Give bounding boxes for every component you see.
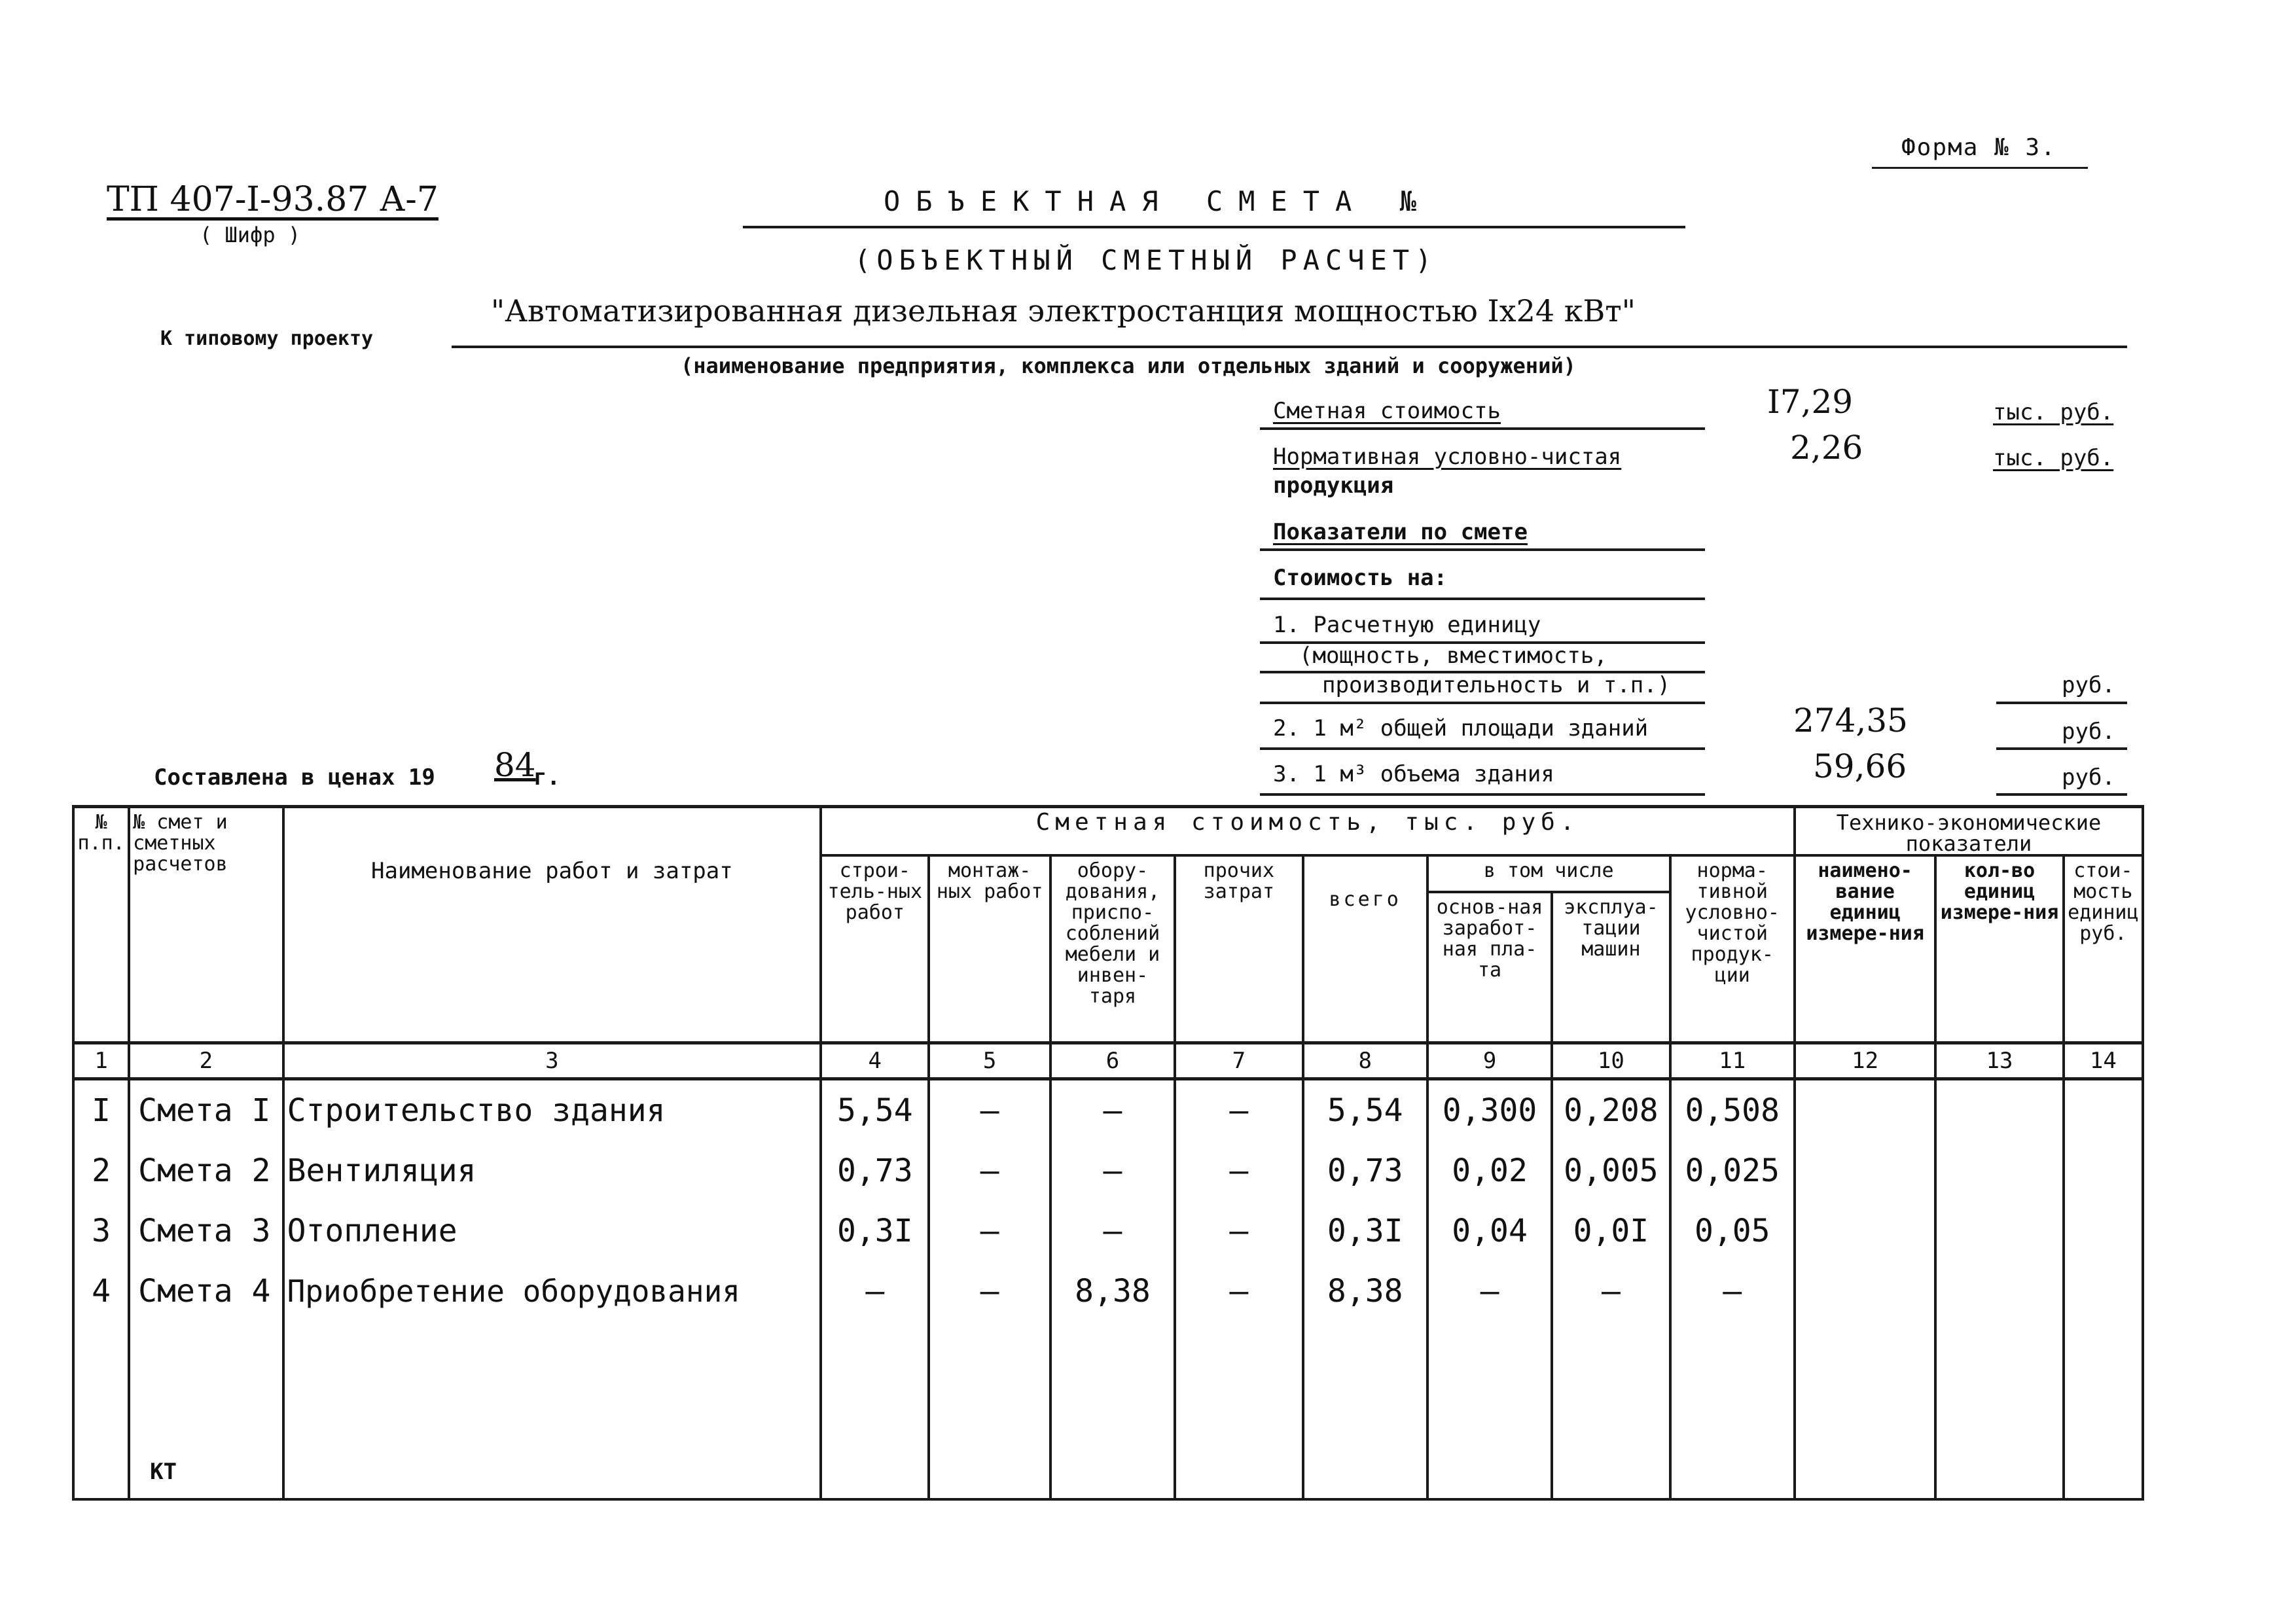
cell-construction: 0,3I — [821, 1201, 929, 1261]
cell-installation: – — [929, 1141, 1050, 1201]
cell-normative: 0,508 — [1670, 1079, 1795, 1141]
cell-total: 0,73 — [1303, 1141, 1427, 1201]
col-number: 4 — [821, 1043, 929, 1079]
footer-cell — [929, 1321, 1050, 1499]
cell-other: – — [1175, 1201, 1302, 1261]
cell-total: 5,54 — [1303, 1079, 1427, 1141]
cell-name: Приобретение оборудования — [283, 1261, 821, 1321]
col-header-machines: эксплуа-тации машин — [1552, 892, 1670, 1043]
cell-name: Строительство здания — [283, 1079, 821, 1141]
cell-unit-cost — [2064, 1261, 2143, 1321]
table-row — [73, 1079, 2143, 1141]
footer-cell — [1427, 1321, 1552, 1499]
unit-cost-unit: руб. — [2062, 672, 2115, 698]
col-header-total: всего — [1303, 855, 1427, 1043]
col-header-unit-qty: кол-во единиц измере-ния — [1935, 855, 2063, 1043]
cell-equipment: – — [1050, 1201, 1175, 1261]
footer-cell — [1935, 1321, 2063, 1499]
cell-total: 8,38 — [1303, 1261, 1427, 1321]
unit-line — [1996, 793, 2127, 796]
summary-line — [1260, 702, 1705, 704]
cell-other: – — [1175, 1079, 1302, 1141]
form-label-underline — [1872, 167, 2088, 169]
col-header-cost-group: Сметная стоимость, тыс. руб. — [821, 807, 1795, 856]
col-number: 2 — [129, 1043, 283, 1079]
cell-unit-name — [1795, 1079, 1935, 1141]
cell-estimate: Смета I — [129, 1079, 283, 1141]
indicators-label: Показатели по смете — [1273, 519, 1528, 545]
cell-wages: – — [1427, 1261, 1552, 1321]
col-number: 14 — [2064, 1043, 2143, 1079]
cell-machines: 0,005 — [1552, 1141, 1670, 1201]
cell-unit-cost — [2064, 1141, 2143, 1201]
unit-line — [1996, 747, 2127, 750]
title-underline — [743, 226, 1685, 228]
cell-normative: – — [1670, 1261, 1795, 1321]
col-number: 8 — [1303, 1043, 1427, 1079]
cell-unit-name — [1795, 1261, 1935, 1321]
cell-equipment: 8,38 — [1050, 1261, 1175, 1321]
footer-cell — [283, 1321, 821, 1499]
col-header-name: Наименование работ и затрат — [283, 807, 821, 1043]
form-label: Форма № 3. — [1901, 134, 2056, 161]
net-output-value: 2,26 — [1790, 429, 1863, 467]
cell-installation: – — [929, 1201, 1050, 1261]
footer-cell — [73, 1321, 129, 1499]
document-cipher: ТП 407-I-93.87 А-7 — [107, 180, 439, 219]
project-name-underline — [452, 346, 2127, 348]
summary-line — [1260, 427, 1705, 430]
col-number: 7 — [1175, 1043, 1302, 1079]
footer-cell — [1175, 1321, 1302, 1499]
col-number: 6 — [1050, 1043, 1175, 1079]
col-header-unit-name: наимено-вание единиц измере-ния — [1795, 855, 1935, 1043]
footer-cell — [1795, 1321, 1935, 1499]
cost-per-label: Стоимость на: — [1273, 565, 1448, 591]
project-name: "Автоматизированная дизельная электростанция мощностью Iх24 кВт" — [491, 293, 1636, 329]
summary-line — [1260, 793, 1705, 796]
footer-cell — [1552, 1321, 1670, 1499]
estimated-cost-unit: тыс. руб. — [1993, 399, 2114, 425]
col-number: 5 — [929, 1043, 1050, 1079]
unit-cost-label: 1. Расчетную единицу — [1273, 612, 1541, 638]
cell-estimate: Смета 3 — [129, 1201, 283, 1261]
area-cost-label: 2. 1 м² общей площади зданий — [1273, 715, 1649, 741]
table-row — [73, 1261, 2143, 1321]
cell-other: – — [1175, 1141, 1302, 1201]
cell-no: 2 — [73, 1141, 129, 1201]
cell-name: Отопление — [283, 1201, 821, 1261]
volume-cost-label: 3. 1 м³ объема здания — [1273, 761, 1554, 787]
col-header-installation: монтаж-ных работ — [929, 855, 1050, 1043]
cipher-caption: ( Шифр ) — [200, 223, 301, 247]
cell-machines: 0,0I — [1552, 1201, 1670, 1261]
cell-normative: 0,025 — [1670, 1141, 1795, 1201]
footer-cell — [1670, 1321, 1795, 1499]
volume-cost-value: 59,66 — [1813, 747, 1907, 785]
col-number: 13 — [1935, 1043, 2063, 1079]
cell-machines: – — [1552, 1261, 1670, 1321]
cell-installation: – — [929, 1261, 1050, 1321]
cell-unit-qty — [1935, 1201, 2063, 1261]
footer-cell — [821, 1321, 929, 1499]
col-number: 12 — [1795, 1043, 1935, 1079]
cell-unit-qty — [1935, 1261, 2063, 1321]
cell-wages: 0,04 — [1427, 1201, 1552, 1261]
unit-cost-label-cont: (мощность, вместимость, — [1299, 643, 1607, 669]
cell-machines: 0,208 — [1552, 1079, 1670, 1141]
area-cost-unit: руб. — [2062, 719, 2115, 745]
cell-unit-qty — [1935, 1079, 2063, 1141]
cell-construction: 5,54 — [821, 1079, 929, 1141]
cell-wages: 0,02 — [1427, 1141, 1552, 1201]
unit-cost-label-cont: производительность и т.п.) — [1322, 672, 1671, 698]
cell-equipment: – — [1050, 1141, 1175, 1201]
compiled-suffix: г. — [533, 764, 560, 791]
col-header-estimate-no: № смет и сметных расчетов — [129, 807, 283, 1043]
document-title: ОБЪЕКТНАЯ СМЕТА № — [884, 185, 1432, 217]
col-header-wages: основ-ная заработ-ная пла-та — [1427, 892, 1552, 1043]
cell-unit-cost — [2064, 1079, 2143, 1141]
col-number: 10 — [1552, 1043, 1670, 1079]
footer-cell — [1050, 1321, 1175, 1499]
table-row — [73, 1201, 2143, 1261]
cell-equipment: – — [1050, 1079, 1175, 1141]
cell-wages: 0,300 — [1427, 1079, 1552, 1141]
col-number: 9 — [1427, 1043, 1552, 1079]
cell-unit-name — [1795, 1141, 1935, 1201]
col-number: 1 — [73, 1043, 129, 1079]
cell-name: Вентиляция — [283, 1141, 821, 1201]
col-header-no: № п.п. — [73, 807, 129, 1043]
table-row-footer — [73, 1321, 2143, 1499]
col-header-unit-cost: стои-мость единиц руб. — [2064, 855, 2143, 1043]
project-name-caption: (наименование предприятия, комплекса или отдельных зданий и сооружений) — [681, 353, 1576, 378]
footer-mark: КТ — [129, 1321, 283, 1499]
compiled-year: 84 — [494, 746, 536, 784]
net-output-label: Нормативная условно-чистая — [1273, 444, 1622, 470]
cell-construction: – — [821, 1261, 929, 1321]
col-header-construction: строи-тель-ных работ — [821, 855, 929, 1043]
col-header-equipment: обору-дования, приспо-соблений мебели и инвен-таря — [1050, 855, 1175, 1043]
net-output-label-cont: продукция — [1273, 473, 1394, 499]
compiled-label: Составлена в ценах 19 — [154, 764, 435, 791]
document-subtitle: (ОБЪЕКТНЫЙ СМЕТНЫЙ РАСЧЕТ) — [854, 244, 1438, 276]
summary-line — [1260, 597, 1705, 600]
cell-normative: 0,05 — [1670, 1201, 1795, 1261]
cell-unit-name — [1795, 1201, 1935, 1261]
cell-estimate: Смета 4 — [129, 1261, 283, 1321]
net-output-unit: тыс. руб. — [1993, 445, 2114, 471]
cell-construction: 0,73 — [821, 1141, 929, 1201]
cell-installation: – — [929, 1079, 1050, 1141]
unit-line — [1996, 702, 2127, 704]
col-header-normative: норма-тивной условно-чистой продук-ции — [1670, 855, 1795, 1043]
cell-other: – — [1175, 1261, 1302, 1321]
volume-cost-unit: руб. — [2062, 764, 2115, 791]
to-project-label: К типовому проекту — [160, 327, 374, 350]
estimated-cost-label: Сметная стоимость — [1273, 398, 1501, 424]
col-header-tech-group: Технико-экономические показатели — [1795, 807, 2143, 856]
col-number: 11 — [1670, 1043, 1795, 1079]
col-number: 3 — [283, 1043, 821, 1079]
summary-line — [1260, 747, 1705, 750]
cell-total: 0,3I — [1303, 1201, 1427, 1261]
cell-no: 4 — [73, 1261, 129, 1321]
col-header-other: прочих затрат — [1175, 855, 1302, 1043]
cost-table — [72, 805, 2144, 1501]
cell-unit-qty — [1935, 1141, 2063, 1201]
cell-no: I — [73, 1079, 129, 1141]
table-row — [73, 1141, 2143, 1201]
cell-unit-cost — [2064, 1201, 2143, 1261]
footer-cell — [1303, 1321, 1427, 1499]
estimated-cost-value: I7,29 — [1767, 383, 1854, 421]
area-cost-value: 274,35 — [1793, 702, 1908, 740]
footer-cell — [2064, 1321, 2143, 1499]
cell-no: 3 — [73, 1201, 129, 1261]
summary-line — [1260, 548, 1705, 551]
cell-estimate: Смета 2 — [129, 1141, 283, 1201]
col-header-including: в том числе — [1427, 855, 1670, 892]
